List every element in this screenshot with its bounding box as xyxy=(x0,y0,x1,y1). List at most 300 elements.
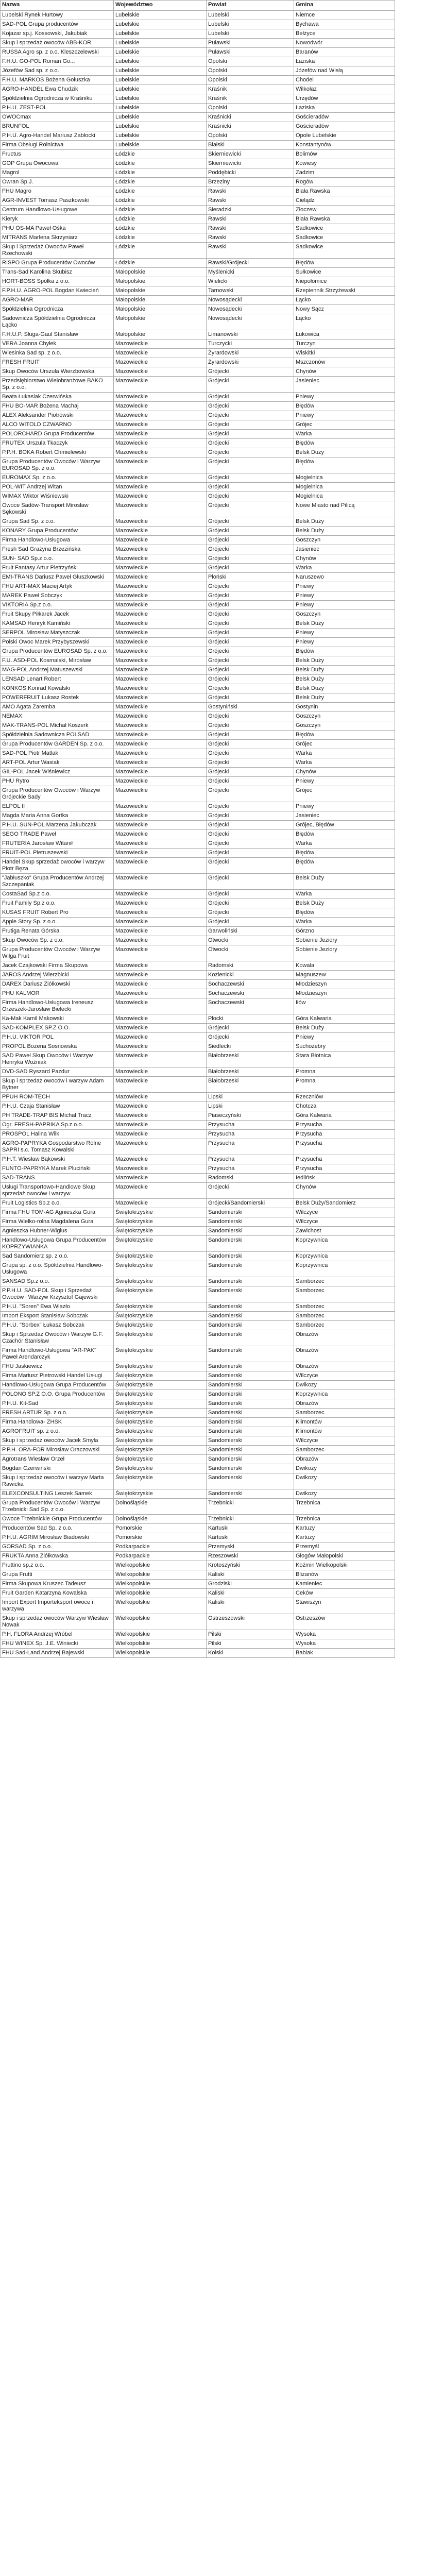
cell-voivodeship: Mazowieckie xyxy=(114,998,207,1014)
cell-county: Krotoszyński xyxy=(207,1561,294,1570)
cell-commune: Dwikozy xyxy=(294,1473,395,1489)
cell-commune: Baranów xyxy=(294,48,395,57)
table-row xyxy=(1,20,395,29)
cell-voivodeship: Wielkopolskie xyxy=(114,1561,207,1570)
cell-name: F.U. ASD-POL Kosmalski, Mirosław xyxy=(1,656,114,666)
cell-commune: Błędów xyxy=(294,830,395,839)
table-row xyxy=(1,1042,395,1052)
cell-county: Grójecki xyxy=(207,693,294,703)
cell-county: Grójecki xyxy=(207,777,294,786)
cell-commune: Nowe Miasto nad Pilicą xyxy=(294,501,395,517)
cell-commune: Iedlińsk xyxy=(294,1174,395,1183)
cell-county: Sandomierski xyxy=(207,1227,294,1236)
cell-name: SAD-TRANS xyxy=(1,1174,114,1183)
cell-county: Grodziski xyxy=(207,1580,294,1589)
cell-county: Rawski xyxy=(207,243,294,259)
cell-voivodeship: Mazowieckie xyxy=(114,393,207,402)
cell-voivodeship: Pomorskie xyxy=(114,1533,207,1543)
cell-commune: Belsk Duży xyxy=(294,684,395,693)
cell-county: Sandomierski xyxy=(207,1371,294,1381)
cell-commune: Warka xyxy=(294,918,395,927)
cell-commune: Kamieniec xyxy=(294,1580,395,1589)
table-row xyxy=(1,66,395,76)
cell-county: Grójecki xyxy=(207,899,294,908)
cell-voivodeship: Mazowieckie xyxy=(114,1111,207,1121)
table-row xyxy=(1,1418,395,1427)
table-row xyxy=(1,1409,395,1418)
cell-voivodeship: Mazowieckie xyxy=(114,601,207,610)
cell-county: Grójecki xyxy=(207,638,294,647)
cell-county: Sandomierski xyxy=(207,1390,294,1399)
cell-county: Kaliski xyxy=(207,1570,294,1580)
cell-commune: Sułkowice xyxy=(294,268,395,277)
table-row xyxy=(1,349,395,358)
cell-county: Białobrzeski xyxy=(207,1067,294,1077)
cell-voivodeship: Mazowieckie xyxy=(114,1139,207,1155)
cell-county: Puławski xyxy=(207,39,294,48)
cell-county: Grójecki xyxy=(207,858,294,874)
cell-county: Grójecki xyxy=(207,483,294,492)
cell-county: Grójecki xyxy=(207,849,294,858)
cell-commune: Gostynin xyxy=(294,703,395,712)
cell-county: Opolski xyxy=(207,66,294,76)
table-row xyxy=(1,684,395,693)
cell-name: Spółdzielnia Sadownicza POLSAD xyxy=(1,731,114,740)
cell-name: Fruttino sp.z o.o. xyxy=(1,1561,114,1570)
column-header-commune: Gmina xyxy=(294,1,395,11)
cell-voivodeship: Małopolskie xyxy=(114,268,207,277)
cell-county: Żyrardowski xyxy=(207,358,294,367)
table-row xyxy=(1,1390,395,1399)
cell-county: Przysucha xyxy=(207,1121,294,1130)
cell-commune: Błędów xyxy=(294,439,395,448)
cell-name: Fruit Family Sp.z o.o. xyxy=(1,899,114,908)
cell-commune: Zadzim xyxy=(294,168,395,178)
cell-voivodeship: Świętokrzyskie xyxy=(114,1286,207,1302)
cell-voivodeship: Mazowieckie xyxy=(114,666,207,675)
cell-voivodeship: Lubelskie xyxy=(114,94,207,104)
cell-commune: Pniewy xyxy=(294,393,395,402)
table-row xyxy=(1,619,395,629)
cell-commune: Konstantynów xyxy=(294,141,395,150)
table-row xyxy=(1,582,395,591)
table-row xyxy=(1,1455,395,1464)
table-row xyxy=(1,1067,395,1077)
cell-county: Opolski xyxy=(207,131,294,141)
table-row xyxy=(1,554,395,564)
cell-name: Grupa Producentów Owoców i Warzyw Grójeckie Sady xyxy=(1,786,114,802)
cell-voivodeship: Mazowieckie xyxy=(114,647,207,656)
cell-commune: Kartuzy xyxy=(294,1533,395,1543)
table-row xyxy=(1,749,395,758)
cell-voivodeship: Łódzkie xyxy=(114,206,207,215)
cell-voivodeship: Mazowieckie xyxy=(114,473,207,483)
cell-name: POL-WIT Andrzej Witan xyxy=(1,483,114,492)
cell-voivodeship: Łódzkie xyxy=(114,178,207,187)
cell-name: DAREX Dariusz Ziółkowski xyxy=(1,980,114,989)
cell-commune: Biała Rawska xyxy=(294,187,395,196)
cell-name: PH TRADE-TRAP BIS Michał Tracz xyxy=(1,1111,114,1121)
cell-commune: Biała Rawska xyxy=(294,215,395,224)
cell-name: GORSAD Sp. z o.o. xyxy=(1,1543,114,1552)
table-row xyxy=(1,1473,395,1489)
cell-commune: Grójec xyxy=(294,786,395,802)
cell-voivodeship: Świętokrzyskie xyxy=(114,1371,207,1381)
cell-commune: Łącko xyxy=(294,296,395,305)
table-row xyxy=(1,666,395,675)
cell-name: VIKTORIA Sp.z o.o. xyxy=(1,601,114,610)
cell-county: Sandomierski xyxy=(207,1455,294,1464)
cell-name: EMI-TRANS Dariusz Paweł Głuszkowski xyxy=(1,573,114,582)
table-row xyxy=(1,1446,395,1455)
cell-voivodeship: Mazowieckie xyxy=(114,420,207,430)
cell-name: Skup Owoców Sp. z o.o. xyxy=(1,936,114,945)
cell-voivodeship: Mazowieckie xyxy=(114,1093,207,1102)
cell-name: RISPO Grupa Producentów Owoców xyxy=(1,259,114,268)
table-row xyxy=(1,1252,395,1261)
cell-name: Import Eksport Stanisław Sobczak xyxy=(1,1312,114,1321)
cell-commune: Warka xyxy=(294,758,395,768)
table-row xyxy=(1,1570,395,1580)
cell-voivodeship: Mazowieckie xyxy=(114,1033,207,1042)
cell-voivodeship: Mazowieckie xyxy=(114,591,207,601)
cell-voivodeship: Lubelskie xyxy=(114,57,207,66)
cell-commune: Wilkołaz xyxy=(294,85,395,94)
cell-name: Firma FHU TOM-AG Agnieszka Gura xyxy=(1,1208,114,1217)
table-row xyxy=(1,48,395,57)
cell-commune: Jasieniec xyxy=(294,377,395,393)
cell-name: P.H.U. ZEST-POL xyxy=(1,104,114,113)
cell-name: Firma Handlowa- ZHSK xyxy=(1,1418,114,1427)
cell-commune: Łukowica xyxy=(294,330,395,340)
cell-name: FRUKTA Anna Ziółkowska xyxy=(1,1552,114,1561)
table-row xyxy=(1,1561,395,1570)
cell-voivodeship: Mazowieckie xyxy=(114,802,207,811)
cell-commune: Bełżyce xyxy=(294,29,395,39)
cell-county: Lipski xyxy=(207,1102,294,1111)
cell-name: Sad Sandomierz sp. z o.o. xyxy=(1,1252,114,1261)
cell-county: Grójecki xyxy=(207,684,294,693)
cell-commune: Suchożebry xyxy=(294,1042,395,1052)
cell-name: PROPOL Bożena Sosnowska xyxy=(1,1042,114,1052)
cell-voivodeship: Mazowieckie xyxy=(114,545,207,554)
cell-voivodeship: Małopolskie xyxy=(114,277,207,286)
cell-voivodeship: Łódzkie xyxy=(114,243,207,259)
table-row xyxy=(1,1552,395,1561)
cell-county: Grójecki xyxy=(207,501,294,517)
cell-voivodeship: Małopolskie xyxy=(114,330,207,340)
cell-commune: Wilczyce xyxy=(294,1436,395,1446)
cell-county: Grójecki xyxy=(207,420,294,430)
cell-voivodeship: Lubelskie xyxy=(114,141,207,150)
cell-name: SUN- SAD Sp.z o.o. xyxy=(1,554,114,564)
cell-voivodeship: Mazowieckie xyxy=(114,693,207,703)
cell-county: Grójecki xyxy=(207,768,294,777)
cell-voivodeship: Mazowieckie xyxy=(114,430,207,439)
cell-commune: Goszczyn xyxy=(294,721,395,731)
table-row xyxy=(1,122,395,131)
table-row xyxy=(1,1464,395,1473)
cell-county: Tarnowski xyxy=(207,286,294,296)
cell-commune: Rogów xyxy=(294,178,395,187)
cell-commune: Belsk Duży xyxy=(294,656,395,666)
cell-commune: Obrazów xyxy=(294,1399,395,1409)
cell-county: Przemyski xyxy=(207,1543,294,1552)
table-row xyxy=(1,1362,395,1371)
cell-voivodeship: Mazowieckie xyxy=(114,1130,207,1139)
cell-voivodeship: Wielkopolskie xyxy=(114,1614,207,1630)
cell-name: F.P.H.U. AGRO-POL Bogdan Kwiecień xyxy=(1,286,114,296)
cell-commune: Klimontów xyxy=(294,1427,395,1436)
cell-commune: Grójec xyxy=(294,740,395,749)
cell-voivodeship: Świętokrzyskie xyxy=(114,1473,207,1489)
cell-county: Kaliski xyxy=(207,1598,294,1614)
table-row xyxy=(1,430,395,439)
cell-county: Rawski xyxy=(207,215,294,224)
cell-voivodeship: Mazowieckie xyxy=(114,1077,207,1093)
cell-county: Rzeszowski xyxy=(207,1552,294,1561)
cell-county: Lipski xyxy=(207,1093,294,1102)
cell-commune: Górzno xyxy=(294,927,395,936)
cell-county: Lubelski xyxy=(207,20,294,29)
cell-county: Płoński xyxy=(207,573,294,582)
cell-county: Grójecki xyxy=(207,890,294,899)
cell-commune: Kowiesy xyxy=(294,159,395,168)
cell-name: Firma Handlowo-Usługowa "AR-PAK" Paweł Arendarczyk xyxy=(1,1346,114,1362)
table-row xyxy=(1,1102,395,1111)
table-row xyxy=(1,731,395,740)
cell-name: FHU WINEX Sp. J.E. Winiecki xyxy=(1,1639,114,1649)
cell-county: Opolski xyxy=(207,76,294,85)
cell-voivodeship: Świętokrzyskie xyxy=(114,1455,207,1464)
cell-county: Grójecki xyxy=(207,377,294,393)
cell-voivodeship: Małopolskie xyxy=(114,314,207,330)
cell-county: Przysucha xyxy=(207,1139,294,1155)
cell-commune: Samborzec xyxy=(294,1277,395,1286)
cell-commune: Iłów xyxy=(294,998,395,1014)
cell-commune: Pniewy xyxy=(294,802,395,811)
cell-commune: Koprzywnica xyxy=(294,1390,395,1399)
cell-county: Sandomierski xyxy=(207,1346,294,1362)
cell-name: SAD-POL Piotr Matlak xyxy=(1,749,114,758)
cell-county: Ostrzeszowski xyxy=(207,1614,294,1630)
cell-voivodeship: Mazowieckie xyxy=(114,1024,207,1033)
table-row xyxy=(1,178,395,187)
cell-name: Sadownicza Spółdzielnia Ogrodnicza Łącko xyxy=(1,314,114,330)
cell-name: POWERFRUIT Łukasz Rostek xyxy=(1,693,114,703)
table-row xyxy=(1,536,395,545)
cell-commune: Stawiszyn xyxy=(294,1598,395,1614)
cell-name: Magda Maria Anna Gortka xyxy=(1,811,114,821)
cell-commune: Pniewy xyxy=(294,591,395,601)
cell-voivodeship: Mazowieckie xyxy=(114,619,207,629)
cell-name: POLONO SP.Z O.O. Grupa Producentów xyxy=(1,1390,114,1399)
cell-commune: Jasieniec xyxy=(294,545,395,554)
table-row xyxy=(1,758,395,768)
cell-name: KAMSAD Henryk Kamiński xyxy=(1,619,114,629)
cell-commune: Samborzec xyxy=(294,1302,395,1312)
cell-voivodeship: Mazowieckie xyxy=(114,564,207,573)
cell-voivodeship: Podkarpackie xyxy=(114,1552,207,1561)
cell-voivodeship: Mazowieckie xyxy=(114,731,207,740)
cell-commune: Belsk Duży/Sandomierz xyxy=(294,1199,395,1208)
cell-commune: Dwikozy xyxy=(294,1464,395,1473)
cell-voivodeship: Mazowieckie xyxy=(114,712,207,721)
cell-voivodeship: Mazowieckie xyxy=(114,340,207,349)
cell-name: EUROMAX Sp. z o.o. xyxy=(1,473,114,483)
table-row xyxy=(1,1427,395,1436)
table-row xyxy=(1,777,395,786)
cell-name: KONARY Grupa Producentów xyxy=(1,527,114,536)
table-row xyxy=(1,150,395,159)
cell-name: Handel Skup sprzedaż owoców i warzyw Piotr Bęza xyxy=(1,858,114,874)
table-row xyxy=(1,591,395,601)
cell-county: Grójecki xyxy=(207,749,294,758)
cell-name: Producentów Sad Sp. z o.o. xyxy=(1,1524,114,1533)
cell-county: Sandomierski xyxy=(207,1312,294,1321)
cell-name: Grupa Producentów Owoców i Warzyw Wilga Fruit xyxy=(1,945,114,961)
cell-voivodeship: Łódzkie xyxy=(114,187,207,196)
cell-name: Wiesinka Sad sp. z o.o. xyxy=(1,349,114,358)
cell-voivodeship: Mazowieckie xyxy=(114,492,207,501)
cell-county: Grójecki xyxy=(207,545,294,554)
cell-commune: Ostrzeszów xyxy=(294,1614,395,1630)
cell-county: Trzebnicki xyxy=(207,1515,294,1524)
cell-county: Pilski xyxy=(207,1630,294,1639)
cell-name: Owran Sp.J. xyxy=(1,178,114,187)
cell-commune: Warka xyxy=(294,890,395,899)
cell-name: Magrol xyxy=(1,168,114,178)
cell-voivodeship: Małopolskie xyxy=(114,305,207,314)
cell-county: Grójecki xyxy=(207,786,294,802)
cell-commune: Mogielnica xyxy=(294,492,395,501)
cell-commune: Nowodwór xyxy=(294,39,395,48)
cell-commune: Koźmin Wielkopolski xyxy=(294,1561,395,1570)
cell-commune: Młodzieszyn xyxy=(294,989,395,998)
cell-voivodeship: Świętokrzyskie xyxy=(114,1409,207,1418)
cell-voivodeship: Lubelskie xyxy=(114,39,207,48)
cell-commune: Gościeradów xyxy=(294,122,395,131)
cell-name: F.H.U.P. Sługa-Gaul Stanisław xyxy=(1,330,114,340)
table-row xyxy=(1,1515,395,1524)
table-row xyxy=(1,330,395,340)
cell-county: Otwocki xyxy=(207,945,294,961)
cell-voivodeship: Mazowieckie xyxy=(114,1042,207,1052)
table-row xyxy=(1,545,395,554)
cell-name: AGRO-PAPRYKA Gospodarstwo Rolne SAPRI s.c. Tomasz Kowalski xyxy=(1,1139,114,1155)
cell-voivodeship: Mazowieckie xyxy=(114,768,207,777)
cell-name: Kojazar sp.j. Kossowski, Jakubiak xyxy=(1,29,114,39)
cell-commune: Obrazów xyxy=(294,1330,395,1346)
cell-voivodeship: Wielkopolskie xyxy=(114,1630,207,1639)
table-row xyxy=(1,564,395,573)
cell-commune: Belsk Duży xyxy=(294,675,395,684)
cell-county: Rawski xyxy=(207,224,294,233)
cell-commune: Łaziska xyxy=(294,104,395,113)
cell-name: CostaSad Sp.z o.o. xyxy=(1,890,114,899)
cell-county: Otwocki xyxy=(207,936,294,945)
cell-county: Sandomierski xyxy=(207,1208,294,1217)
cell-county: Sandomierski xyxy=(207,1217,294,1227)
cell-commune: Chynów xyxy=(294,1183,395,1199)
cell-county: Grójecki xyxy=(207,430,294,439)
cell-name: ALCO WITOLD CZWARNO xyxy=(1,420,114,430)
cell-county: Lubelski xyxy=(207,11,294,20)
cell-commune: Promna xyxy=(294,1077,395,1093)
cell-name: SEGO TRADE Paweł xyxy=(1,830,114,839)
cell-name: Owoce Sadów-Transport Mirosław Sękowski xyxy=(1,501,114,517)
cell-commune: Przysucha xyxy=(294,1121,395,1130)
cell-commune: Warka xyxy=(294,749,395,758)
cell-county: Sandomierski xyxy=(207,1381,294,1390)
cell-name: MAREK Paweł Sobczyk xyxy=(1,591,114,601)
table-row xyxy=(1,1614,395,1630)
cell-county: Sochaczewski xyxy=(207,989,294,998)
cell-voivodeship: Lubelskie xyxy=(114,29,207,39)
cell-name: Agnieszka Hubner-Wiglus xyxy=(1,1227,114,1236)
cell-voivodeship: Mazowieckie xyxy=(114,721,207,731)
cell-county: Grójecki xyxy=(207,758,294,768)
cell-commune: Dwikozy xyxy=(294,1381,395,1390)
cell-county: Sandomierski xyxy=(207,1473,294,1489)
cell-voivodeship: Łódzkie xyxy=(114,196,207,206)
table-row xyxy=(1,1346,395,1362)
cell-commune: Magnuszew xyxy=(294,971,395,980)
cell-voivodeship: Mazowieckie xyxy=(114,1164,207,1174)
table-row xyxy=(1,501,395,517)
table-row xyxy=(1,1217,395,1227)
cell-county: Sandomierski xyxy=(207,1418,294,1427)
cell-name: Grupa Producentów GARDEN Sp. z o.o. xyxy=(1,740,114,749)
cell-commune: Sadkowice xyxy=(294,243,395,259)
cell-county: Grójecki xyxy=(207,712,294,721)
cell-county: Białobrzeski xyxy=(207,1052,294,1067)
cell-name: GIL-POL Jacek Wiśniewicz xyxy=(1,768,114,777)
table-row xyxy=(1,656,395,666)
cell-commune: Belsk Duży xyxy=(294,527,395,536)
cell-name: Fruit Fantasy Artur Pietrzyński xyxy=(1,564,114,573)
cell-name: Firma Skupowa Kruszec Tadeusz xyxy=(1,1580,114,1589)
cell-voivodeship: Lubelskie xyxy=(114,76,207,85)
cell-voivodeship: Mazowieckie xyxy=(114,971,207,980)
table-row xyxy=(1,1330,395,1346)
cell-commune: Belsk Duży xyxy=(294,666,395,675)
cell-voivodeship: Mazowieckie xyxy=(114,629,207,638)
cell-voivodeship: Świętokrzyskie xyxy=(114,1489,207,1499)
table-row xyxy=(1,1208,395,1217)
table-row xyxy=(1,314,395,330)
cell-county: Sochaczewski xyxy=(207,998,294,1014)
cell-name: Fructus xyxy=(1,150,114,159)
table-row xyxy=(1,39,395,48)
cell-county: Kozienicki xyxy=(207,971,294,980)
cell-commune: Naruszewo xyxy=(294,573,395,582)
cell-commune: Przysucha xyxy=(294,1155,395,1164)
table-row xyxy=(1,830,395,839)
cell-name: RUSSA Agro sp. z o.o. Kleszczelewski xyxy=(1,48,114,57)
table-row xyxy=(1,703,395,712)
cell-commune: Samborzec xyxy=(294,1321,395,1330)
cell-voivodeship: Świętokrzyskie xyxy=(114,1330,207,1346)
cell-county: Grójecki xyxy=(207,1183,294,1199)
cell-commune: Bychawa xyxy=(294,20,395,29)
cell-voivodeship: Mazowieckie xyxy=(114,758,207,768)
cell-commune: Samborzec xyxy=(294,1286,395,1302)
cell-name: P.P.H. BOKA Robert Chmielewski xyxy=(1,448,114,457)
cell-county: Puławski xyxy=(207,48,294,57)
cell-name: FRUTEX Urszula Tkaczyk xyxy=(1,439,114,448)
cell-county: Grójecki xyxy=(207,411,294,420)
